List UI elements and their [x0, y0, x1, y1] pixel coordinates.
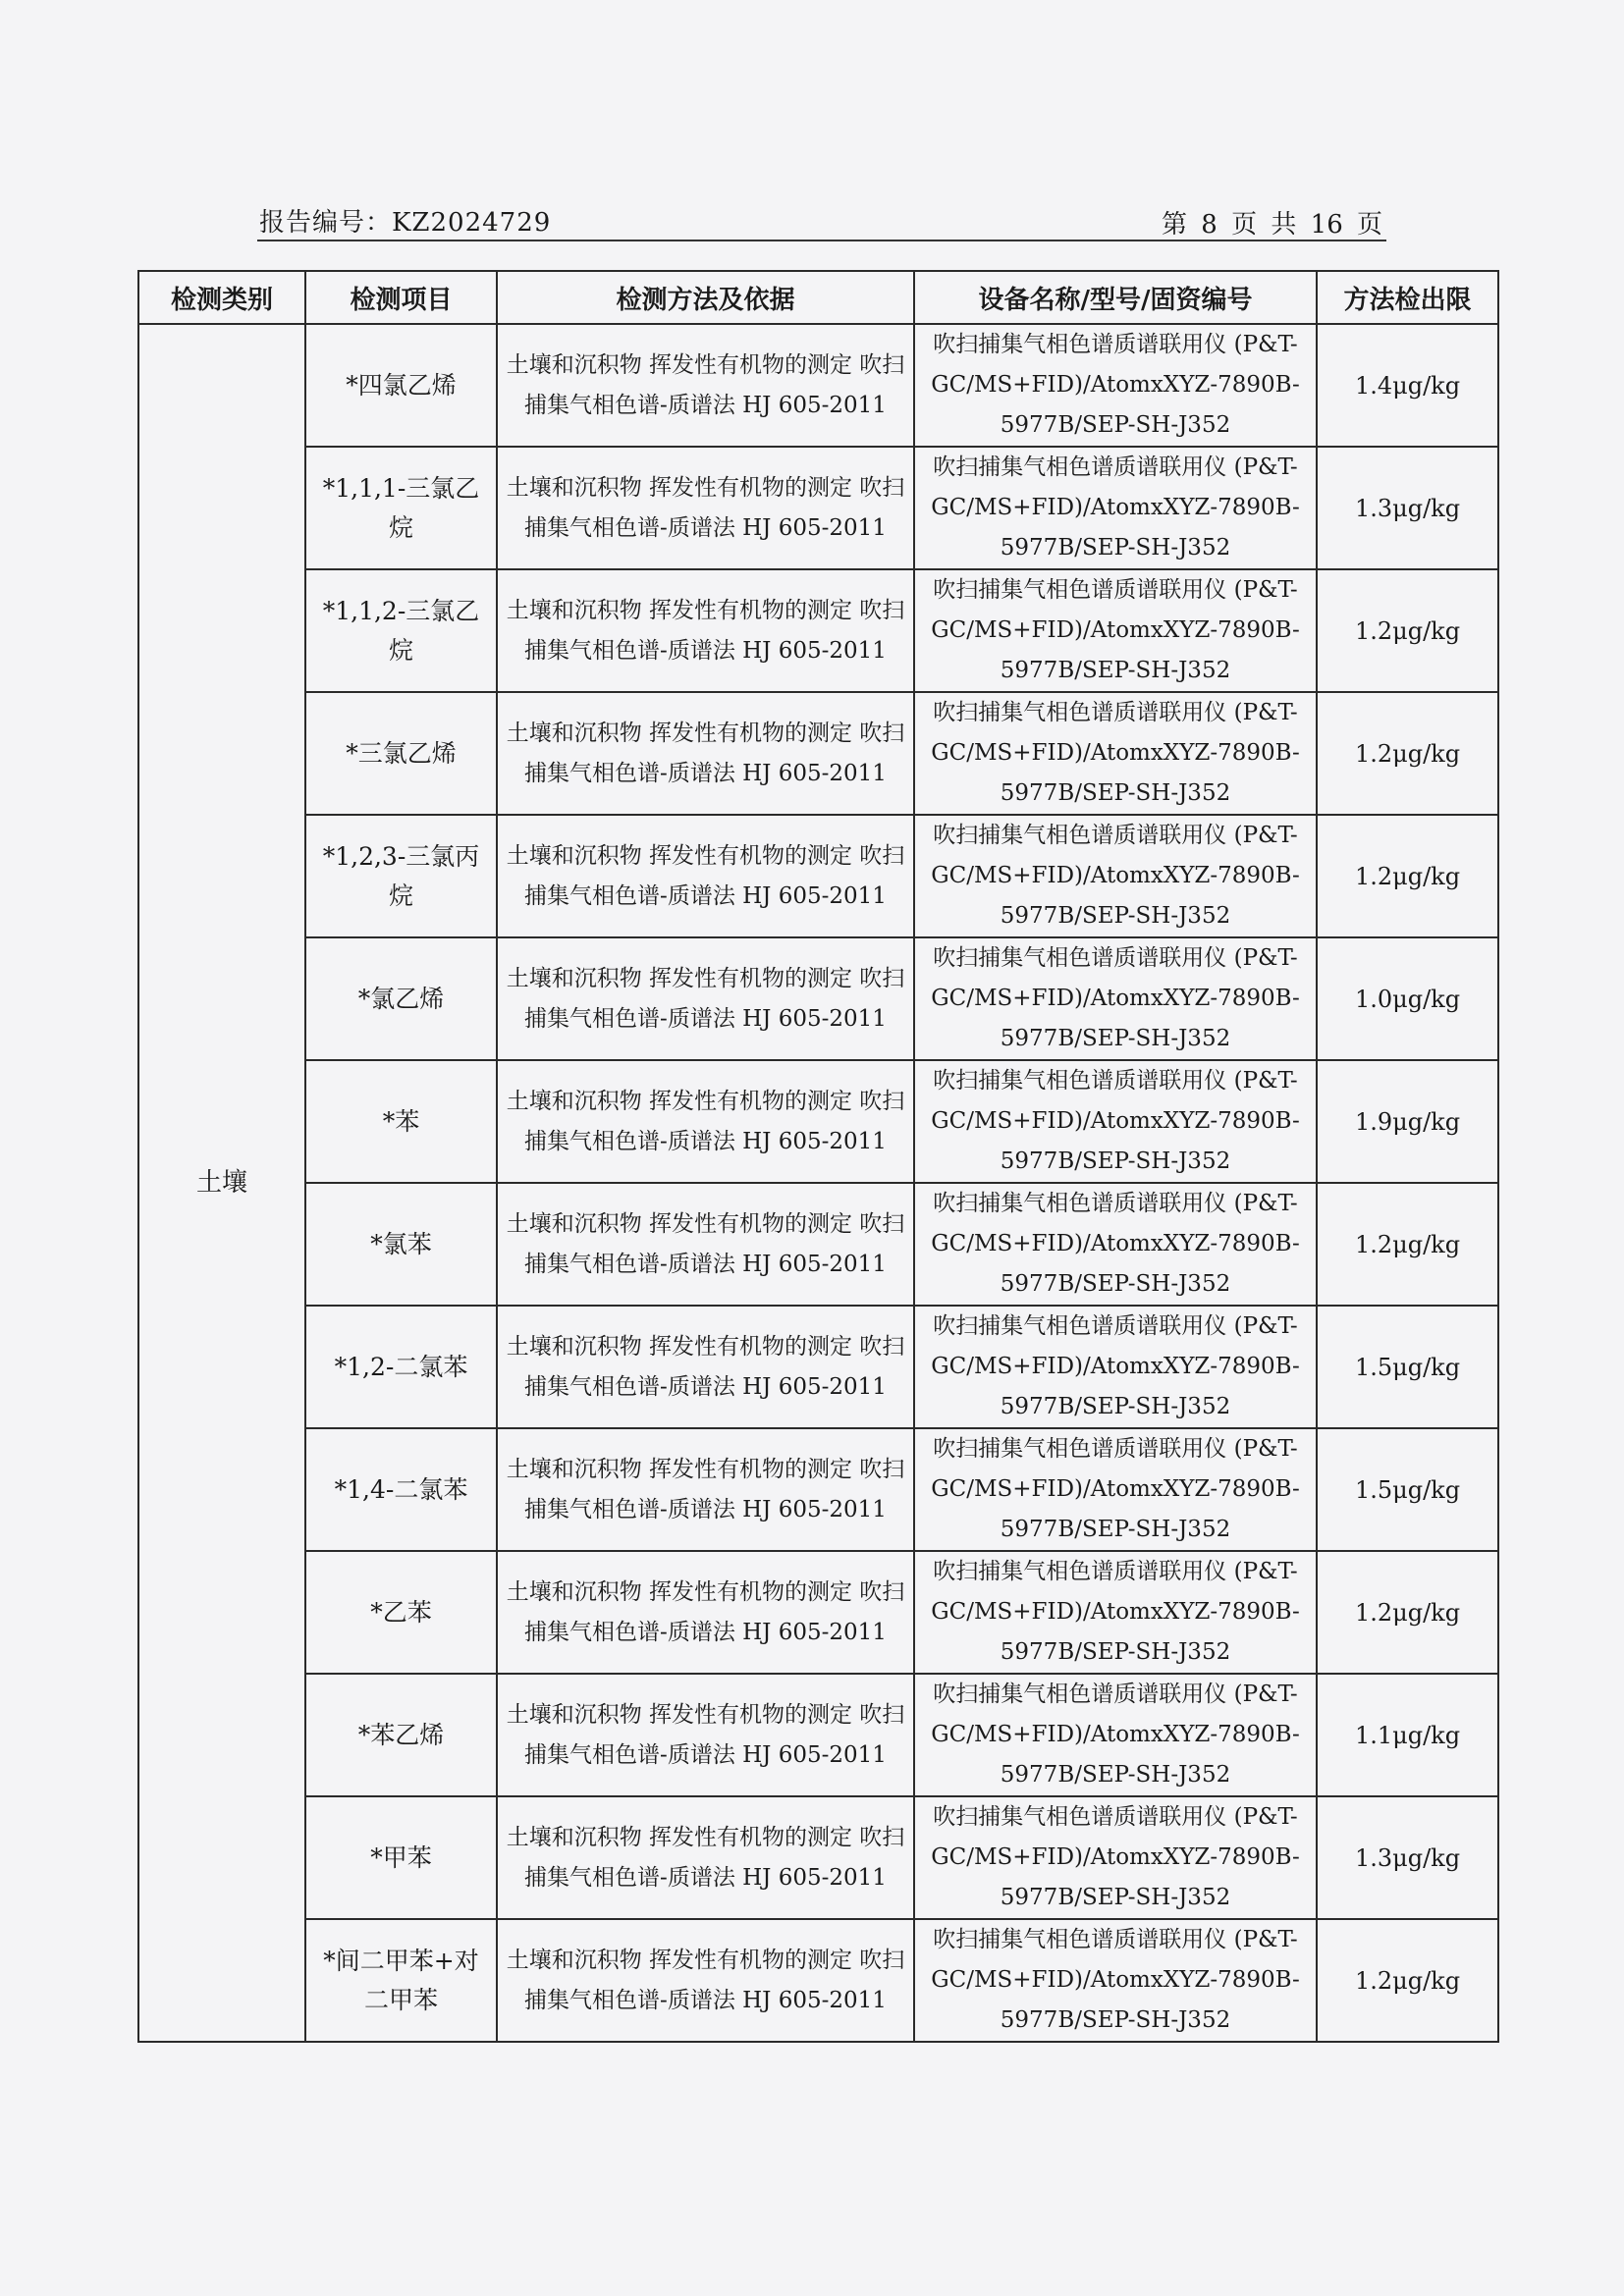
table-row — [138, 1306, 1498, 1428]
table-row — [138, 1551, 1498, 1674]
limit-cell: 1.2μg/kg — [1317, 1183, 1498, 1306]
report-number: 报告编号：KZ2024729 — [259, 208, 552, 238]
method-cell: 土壤和沉积物 挥发性有机物的测定 吹扫捕集气相色谱-质谱法 HJ 605-2011 — [497, 1306, 914, 1428]
item-cell: *1,2-二氯苯 — [305, 1306, 497, 1428]
method-cell: 土壤和沉积物 挥发性有机物的测定 吹扫捕集气相色谱-质谱法 HJ 605-2011 — [497, 1674, 914, 1796]
category-cell: 土壤 — [138, 324, 305, 2042]
limit-cell: 1.4μg/kg — [1317, 324, 1498, 447]
item-cell: *三氯乙烯 — [305, 692, 497, 815]
item-cell: *1,1,2-三氯乙烷 — [305, 569, 497, 692]
method-cell: 土壤和沉积物 挥发性有机物的测定 吹扫捕集气相色谱-质谱法 HJ 605-2011 — [497, 569, 914, 692]
column-header-item: 检测项目 — [305, 271, 497, 324]
table-row — [138, 1919, 1498, 2042]
method-cell: 土壤和沉积物 挥发性有机物的测定 吹扫捕集气相色谱-质谱法 HJ 605-2011 — [497, 1919, 914, 2042]
limit-cell: 1.2μg/kg — [1317, 1919, 1498, 2042]
limit-cell: 1.9μg/kg — [1317, 1060, 1498, 1183]
item-cell: *甲苯 — [305, 1796, 497, 1919]
test-method-table — [137, 270, 1499, 2043]
method-cell: 土壤和沉积物 挥发性有机物的测定 吹扫捕集气相色谱-质谱法 HJ 605-2011 — [497, 937, 914, 1060]
page-header — [257, 196, 1386, 241]
method-cell: 土壤和沉积物 挥发性有机物的测定 吹扫捕集气相色谱-质谱法 HJ 605-2011 — [497, 815, 914, 937]
equipment-cell: 吹扫捕集气相色谱质谱联用仪 (P&T-GC/MS+FID)/AtomxXYZ-7890B-5977B/SEP-SH-J352 — [914, 569, 1317, 692]
item-cell: *1,4-二氯苯 — [305, 1428, 497, 1551]
item-cell: *氯乙烯 — [305, 937, 497, 1060]
item-cell: *苯乙烯 — [305, 1674, 497, 1796]
method-cell: 土壤和沉积物 挥发性有机物的测定 吹扫捕集气相色谱-质谱法 HJ 605-2011 — [497, 1551, 914, 1674]
method-cell: 土壤和沉积物 挥发性有机物的测定 吹扫捕集气相色谱-质谱法 HJ 605-2011 — [497, 692, 914, 815]
table-row — [138, 1428, 1498, 1551]
limit-cell: 1.2μg/kg — [1317, 815, 1498, 937]
item-cell: *间二甲苯+对二甲苯 — [305, 1919, 497, 2042]
table-header-row — [138, 271, 1498, 324]
equipment-cell: 吹扫捕集气相色谱质谱联用仪 (P&T-GC/MS+FID)/AtomxXYZ-7890B-5977B/SEP-SH-J352 — [914, 1796, 1317, 1919]
method-cell: 土壤和沉积物 挥发性有机物的测定 吹扫捕集气相色谱-质谱法 HJ 605-2011 — [497, 1060, 914, 1183]
equipment-cell: 吹扫捕集气相色谱质谱联用仪 (P&T-GC/MS+FID)/AtomxXYZ-7890B-5977B/SEP-SH-J352 — [914, 937, 1317, 1060]
equipment-cell: 吹扫捕集气相色谱质谱联用仪 (P&T-GC/MS+FID)/AtomxXYZ-7890B-5977B/SEP-SH-J352 — [914, 692, 1317, 815]
page-number: 第 8 页 共 16 页 — [1162, 210, 1382, 240]
equipment-cell: 吹扫捕集气相色谱质谱联用仪 (P&T-GC/MS+FID)/AtomxXYZ-7890B-5977B/SEP-SH-J352 — [914, 815, 1317, 937]
table-row — [138, 692, 1498, 815]
equipment-cell: 吹扫捕集气相色谱质谱联用仪 (P&T-GC/MS+FID)/AtomxXYZ-7890B-5977B/SEP-SH-J352 — [914, 1428, 1317, 1551]
equipment-cell: 吹扫捕集气相色谱质谱联用仪 (P&T-GC/MS+FID)/AtomxXYZ-7890B-5977B/SEP-SH-J352 — [914, 1551, 1317, 1674]
equipment-cell: 吹扫捕集气相色谱质谱联用仪 (P&T-GC/MS+FID)/AtomxXYZ-7890B-5977B/SEP-SH-J352 — [914, 1183, 1317, 1306]
method-cell: 土壤和沉积物 挥发性有机物的测定 吹扫捕集气相色谱-质谱法 HJ 605-2011 — [497, 447, 914, 569]
limit-cell: 1.2μg/kg — [1317, 1551, 1498, 1674]
item-cell: *苯 — [305, 1060, 497, 1183]
limit-cell: 1.3μg/kg — [1317, 447, 1498, 569]
limit-cell: 1.0μg/kg — [1317, 937, 1498, 1060]
item-cell: *氯苯 — [305, 1183, 497, 1306]
equipment-cell: 吹扫捕集气相色谱质谱联用仪 (P&T-GC/MS+FID)/AtomxXYZ-7890B-5977B/SEP-SH-J352 — [914, 447, 1317, 569]
table-row — [138, 815, 1498, 937]
item-cell: *乙苯 — [305, 1551, 497, 1674]
limit-cell: 1.2μg/kg — [1317, 569, 1498, 692]
table-row — [138, 937, 1498, 1060]
table-row — [138, 447, 1498, 569]
limit-cell: 1.1μg/kg — [1317, 1674, 1498, 1796]
table-row — [138, 324, 1498, 447]
equipment-cell: 吹扫捕集气相色谱质谱联用仪 (P&T-GC/MS+FID)/AtomxXYZ-7890B-5977B/SEP-SH-J352 — [914, 1919, 1317, 2042]
method-cell: 土壤和沉积物 挥发性有机物的测定 吹扫捕集气相色谱-质谱法 HJ 605-2011 — [497, 1796, 914, 1919]
equipment-cell: 吹扫捕集气相色谱质谱联用仪 (P&T-GC/MS+FID)/AtomxXYZ-7890B-5977B/SEP-SH-J352 — [914, 324, 1317, 447]
column-header-equipment: 设备名称/型号/固资编号 — [914, 271, 1317, 324]
limit-cell: 1.2μg/kg — [1317, 692, 1498, 815]
equipment-cell: 吹扫捕集气相色谱质谱联用仪 (P&T-GC/MS+FID)/AtomxXYZ-7890B-5977B/SEP-SH-J352 — [914, 1674, 1317, 1796]
table-row — [138, 1674, 1498, 1796]
column-header-limit: 方法检出限 — [1317, 271, 1498, 324]
limit-cell: 1.3μg/kg — [1317, 1796, 1498, 1919]
table-row — [138, 1060, 1498, 1183]
item-cell: *1,1,1-三氯乙烷 — [305, 447, 497, 569]
table-row — [138, 569, 1498, 692]
equipment-cell: 吹扫捕集气相色谱质谱联用仪 (P&T-GC/MS+FID)/AtomxXYZ-7890B-5977B/SEP-SH-J352 — [914, 1060, 1317, 1183]
method-cell: 土壤和沉积物 挥发性有机物的测定 吹扫捕集气相色谱-质谱法 HJ 605-2011 — [497, 1428, 914, 1551]
table-row — [138, 1796, 1498, 1919]
table-row — [138, 1183, 1498, 1306]
column-header-category: 检测类别 — [138, 271, 305, 324]
equipment-cell: 吹扫捕集气相色谱质谱联用仪 (P&T-GC/MS+FID)/AtomxXYZ-7890B-5977B/SEP-SH-J352 — [914, 1306, 1317, 1428]
limit-cell: 1.5μg/kg — [1317, 1428, 1498, 1551]
table-body — [138, 324, 1498, 2042]
method-cell: 土壤和沉积物 挥发性有机物的测定 吹扫捕集气相色谱-质谱法 HJ 605-2011 — [497, 1183, 914, 1306]
column-header-method: 检测方法及依据 — [497, 271, 914, 324]
limit-cell: 1.5μg/kg — [1317, 1306, 1498, 1428]
method-cell: 土壤和沉积物 挥发性有机物的测定 吹扫捕集气相色谱-质谱法 HJ 605-2011 — [497, 324, 914, 447]
item-cell: *四氯乙烯 — [305, 324, 497, 447]
item-cell: *1,2,3-三氯丙烷 — [305, 815, 497, 937]
